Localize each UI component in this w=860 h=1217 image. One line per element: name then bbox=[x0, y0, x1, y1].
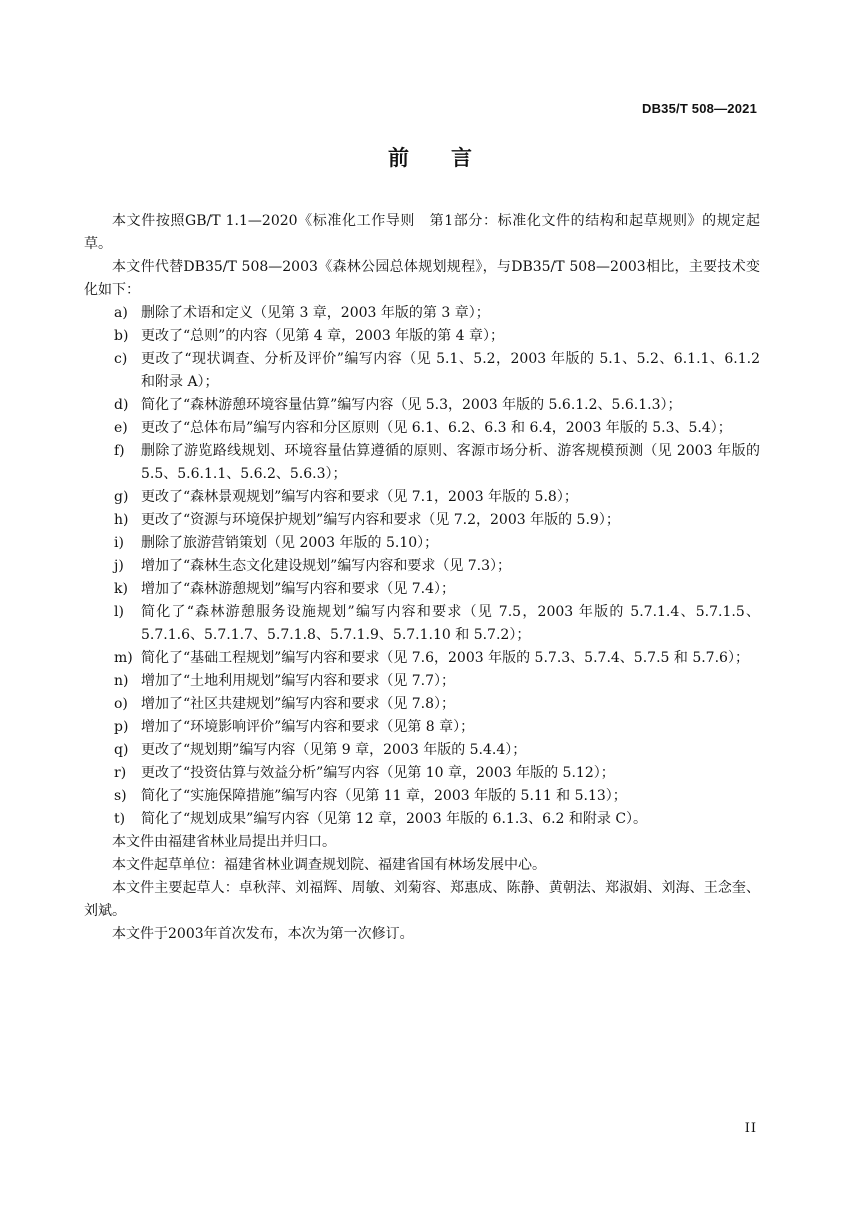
list-item bbox=[84, 647, 760, 670]
list-item-label: f) bbox=[114, 443, 125, 459]
outro-paragraph: 本文件主要起草人：卓秋萍、刘福辉、周敏、刘菊容、郑惠成、陈静、黄朝法、郑淑娟、刘海、王念奎、刘斌。 bbox=[84, 880, 760, 919]
document-code: DB35/T 508—2021 bbox=[641, 101, 757, 116]
list-item bbox=[84, 509, 760, 532]
list-item-text: 简化了“森林游憩环境容量估算”编写内容（见 5.3，2003 年版的 5.6.1.2、5.6.1.3）； bbox=[141, 397, 682, 413]
list-item-label: a) bbox=[114, 305, 128, 321]
outro-paragraph: 本文件于2003年首次发布，本次为第一次修订。 bbox=[112, 926, 414, 942]
list-item bbox=[84, 555, 760, 578]
list-item-text: 更改了“总则”的内容（见第 4 章，2003 年版的第 4 章）； bbox=[141, 328, 505, 344]
list-item-label: r) bbox=[114, 765, 127, 781]
list-item-label: o) bbox=[114, 696, 128, 712]
list-item-label: p) bbox=[114, 719, 129, 735]
list-item-text: 简化了“基础工程规划”编写内容和要求（见 7.6，2003 年版的 5.7.3、5.7.4、5.7.5 和 5.7.6）； bbox=[141, 650, 749, 666]
list-item bbox=[84, 739, 760, 762]
list-item-text: 更改了“资源与环境保护规划”编写内容和要求（见 7.2，2003 年版的 5.9）； bbox=[141, 512, 620, 528]
list-item-label: t) bbox=[114, 811, 126, 827]
list-item bbox=[84, 325, 760, 348]
list-item bbox=[84, 762, 760, 785]
list-item bbox=[84, 394, 760, 417]
list-item-label: m) bbox=[114, 650, 133, 666]
list-item-label: g) bbox=[114, 489, 129, 505]
list-item-text: 删除了旅游营销策划（见 2003 年版的 5.10）； bbox=[141, 535, 439, 551]
list-item bbox=[84, 417, 760, 440]
outro-paragraph: 本文件由福建省林业局提出并归口。 bbox=[112, 834, 336, 850]
list-item bbox=[84, 440, 760, 486]
list-item-text: 更改了“森林景观规划”编写内容和要求（见 7.1，2003 年版的 5.8）； bbox=[141, 489, 578, 505]
list-item-text: 增加了“社区共建规划”编写内容和要求（见 7.8）； bbox=[141, 696, 456, 712]
list-item bbox=[84, 348, 760, 394]
list-item-text: 删除了术语和定义（见第 3 章，2003 年版的第 3 章）； bbox=[141, 305, 490, 321]
list-item-label: b) bbox=[114, 328, 129, 344]
list-item-label: j) bbox=[114, 558, 124, 574]
list-item-text: 增加了“土地利用规划”编写内容和要求（见 7.7）； bbox=[141, 673, 456, 689]
list-item-text: 增加了“森林游憩规划”编写内容和要求（见 7.4）； bbox=[141, 581, 456, 597]
list-item-text: 更改了“规划期”编写内容（见第 9 章，2003 年版的 5.4.4）； bbox=[141, 742, 527, 758]
list-item-label: n) bbox=[114, 673, 129, 689]
page-title: 前 言 bbox=[388, 146, 472, 170]
changes-list bbox=[84, 302, 760, 831]
list-item bbox=[84, 808, 760, 831]
list-item bbox=[84, 693, 760, 716]
page-number: II bbox=[744, 1121, 757, 1136]
list-item-text: 更改了“现状调查、分析及评价”编写内容（见 5.1、5.2，2003 年版的 5.1、5.2、6.1.1、6.1.2 和附录 A）； bbox=[141, 351, 760, 390]
list-item bbox=[84, 785, 760, 808]
list-item-text: 更改了“总体布局”编写内容和分区原则（见 6.1、6.2、6.3 和 6.4，2003 年版的 5.3、5.4）； bbox=[141, 420, 732, 436]
list-item bbox=[84, 486, 760, 509]
list-item-label: s) bbox=[114, 788, 127, 804]
list-item-text: 简化了“实施保障措施”编写内容（见第 11 章，2003 年版的 5.11 和 5.13）； bbox=[141, 788, 627, 804]
list-item-label: i) bbox=[114, 535, 124, 551]
list-item-text: 简化了“规划成果”编写内容（见第 12 章，2003 年版的 6.1.3、6.2 和附录 C）。 bbox=[141, 811, 648, 827]
list-item-label: k) bbox=[114, 581, 128, 597]
list-item-label: e) bbox=[114, 420, 128, 436]
list-item bbox=[84, 578, 760, 601]
outro-paragraph: 本文件起草单位：福建省林业调查规划院、福建省国有林场发展中心。 bbox=[112, 857, 546, 873]
list-item bbox=[84, 302, 760, 325]
document-body bbox=[84, 210, 760, 946]
list-item-label: h) bbox=[114, 512, 129, 528]
intro-paragraph: 本文件代替DB35/T 508—2003《森林公园总体规划规程》，与DB35/T 508—2003相比，主要技术变化如下： bbox=[84, 259, 760, 298]
list-item bbox=[84, 716, 760, 739]
list-item-label: q) bbox=[114, 742, 129, 758]
list-item-text: 增加了“森林生态文化建设规划”编写内容和要求（见 7.3）； bbox=[141, 558, 512, 574]
list-item-text: 更改了“投资估算与效益分析”编写内容（见第 10 章，2003 年版的 5.12）； bbox=[141, 765, 615, 781]
list-item-text: 删除了游览路线规划、环境容量估算遵循的原则、客源市场分析、游客规模预测（见 2003 年版的 5.5、5.6.1.1、5.6.2、5.6.3）； bbox=[141, 443, 760, 482]
list-item-text: 简化了“森林游憩服务设施规划”编写内容和要求（见 7.5，2003 年版的 5.7.1.4、5.7.1.5、5.7.1.6、5.7.1.7、5.7.1.8、5.7.1.9、5.7.1.10 和 5.7.2）； bbox=[141, 604, 760, 643]
list-item-label: l) bbox=[114, 604, 124, 620]
list-item-text: 增加了“环境影响评价”编写内容和要求（见第 8 章）； bbox=[141, 719, 475, 735]
list-item bbox=[84, 601, 760, 647]
list-item bbox=[84, 670, 760, 693]
list-item-label: d) bbox=[114, 397, 129, 413]
intro-paragraph: 本文件按照GB/T 1.1—2020《标准化工作导则 第1部分：标准化文件的结构和起草规则》的规定起草。 bbox=[84, 213, 760, 252]
list-item bbox=[84, 532, 760, 555]
list-item-label: c) bbox=[114, 351, 128, 367]
